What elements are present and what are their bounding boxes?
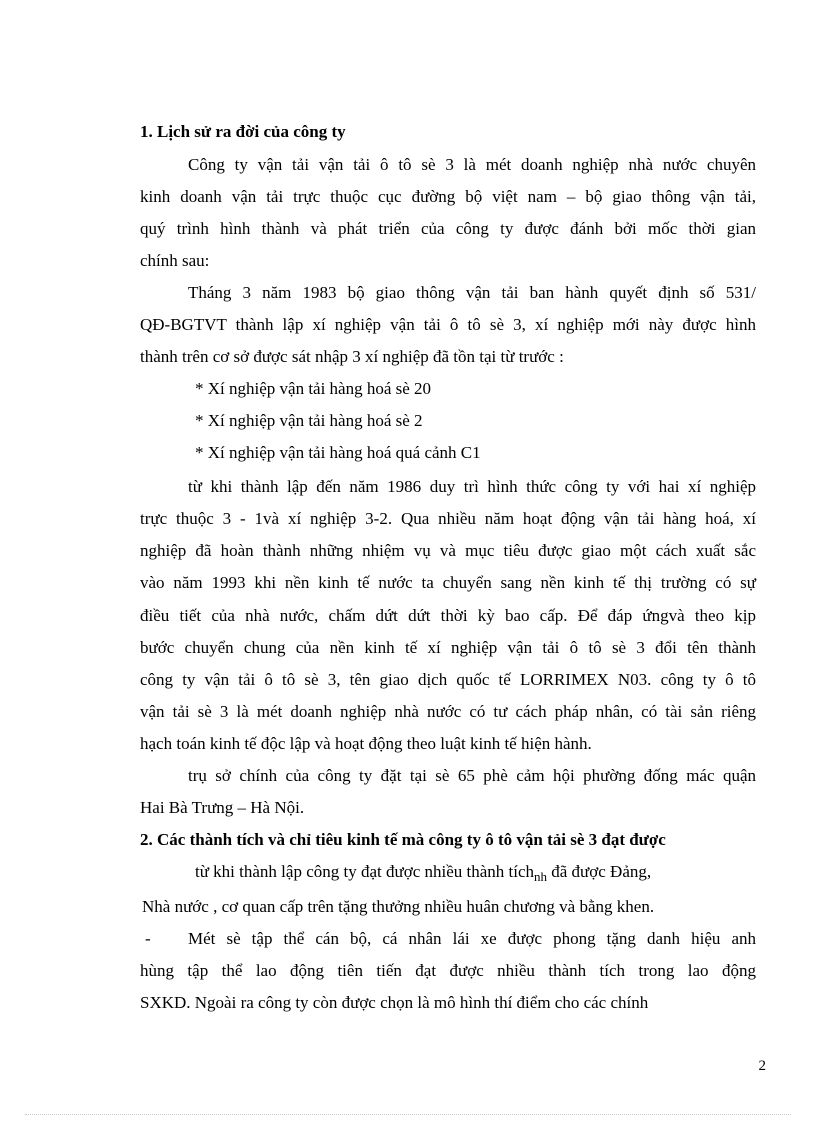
paragraph-line: nghiệp đã hoàn thành những nhiệm vụ và mục tiêu được giao một cách xuất sắc [140, 541, 756, 560]
section-2-heading: 2. Các thành tích và chỉ tiêu kinh tế mà công ty ô tô vận tải sè 3 đạt được [140, 830, 666, 849]
subscript-text: nh [534, 869, 548, 884]
paragraph-line: hạch toán kinh tế độc lập và hoạt động theo luật kinh tế hiện hành. [140, 734, 592, 753]
list-item: * Xí nghiệp vận tải hàng hoá quá cảnh C1 [195, 443, 481, 462]
section-1-heading: 1. Lịch sử ra đời của công ty [140, 122, 346, 141]
paragraph-line: vận tải sè 3 là mét doanh nghiệp nhà nước có tư cách pháp nhân, có tài sản riêng [140, 702, 756, 721]
page-bottom-rule [25, 1114, 791, 1115]
paragraph-line: Nhà nước , cơ quan cấp trên tặng thưởng nhiều huân chương và bằng khen. [142, 897, 655, 916]
paragraph-text: đã được Đảng, [547, 862, 652, 881]
list-item: * Xí nghiệp vận tải hàng hoá sè 20 [195, 379, 432, 398]
paragraph-line: Tháng 3 năm 1983 bộ giao thông vận tải ban hành quyết định số 531/ [188, 283, 756, 302]
paragraph-line: Mét sè tập thể cán bộ, cá nhân lái xe được phong tặng danh hiệu anh [188, 929, 756, 948]
paragraph-text: từ khi thành lập công ty đạt được nhiều thành tích [195, 862, 535, 881]
paragraph-line: kinh doanh vận tải trực thuộc cục đường bộ việt nam – bộ giao thông vận tải, [140, 187, 756, 206]
paragraph-line: hùng tập thể lao động tiên tiến đạt được nhiều thành tích trong lao động [140, 961, 756, 980]
paragraph-line [195, 862, 651, 882]
paragraph-line: từ khi thành lập đến năm 1986 duy trì hình thức công ty với hai xí nghiệp [188, 477, 756, 496]
paragraph-line: quý trình hình thành và phát triển của công ty được đánh bởi mốc thời gian [140, 219, 756, 238]
paragraph-line: thành trên cơ sở được sát nhập 3 xí nghiệp đã tồn tại từ trước : [140, 347, 564, 366]
paragraph-line: SXKD. Ngoài ra công ty còn được chọn là mô hình thí điểm cho các chính [140, 993, 649, 1012]
paragraph-line: bước chuyển chung của nền kinh tế xí nghiệp vận tải ô tô sè 3 đổi tên thành [140, 638, 756, 657]
paragraph-line: Công ty vận tải vận tải ô tô sè 3 là mét doanh nghiệp nhà nước chuyên [188, 155, 756, 174]
paragraph-line: vào năm 1993 khi nền kinh tế nước ta chuyển sang nền kinh tế thị trường có sự [140, 573, 756, 592]
paragraph-line: trực thuộc 3 - 1và xí nghiệp 3-2. Qua nhiều năm hoạt động vận tải hàng hoá, xí [140, 509, 756, 528]
paragraph-line: công ty vận tải ô tô sè 3, tên giao dịch quốc tế LORRIMEX N03. công ty ô tô [140, 670, 756, 689]
paragraph-line: chính sau: [140, 251, 210, 270]
list-item: * Xí nghiệp vận tải hàng hoá sè 2 [195, 411, 423, 430]
paragraph-line: trụ sở chính của công ty đặt tại sè 65 phè cảm hội phường đống mác quận [188, 766, 756, 785]
paragraph-line: Hai Bà Trưng – Hà Nội. [140, 798, 305, 817]
list-dash: - [145, 929, 151, 948]
paragraph-line: QĐ-BGTVT thành lập xí nghiệp vận tải ô tô sè 3, xí nghiệp mới này được hình [140, 315, 756, 334]
page-number: 2 [758, 1058, 766, 1074]
paragraph-line: điều tiết của nhà nước, chấm dứt dứt thời kỳ bao cấp. Để đáp ứngvà theo kịp [140, 606, 756, 625]
